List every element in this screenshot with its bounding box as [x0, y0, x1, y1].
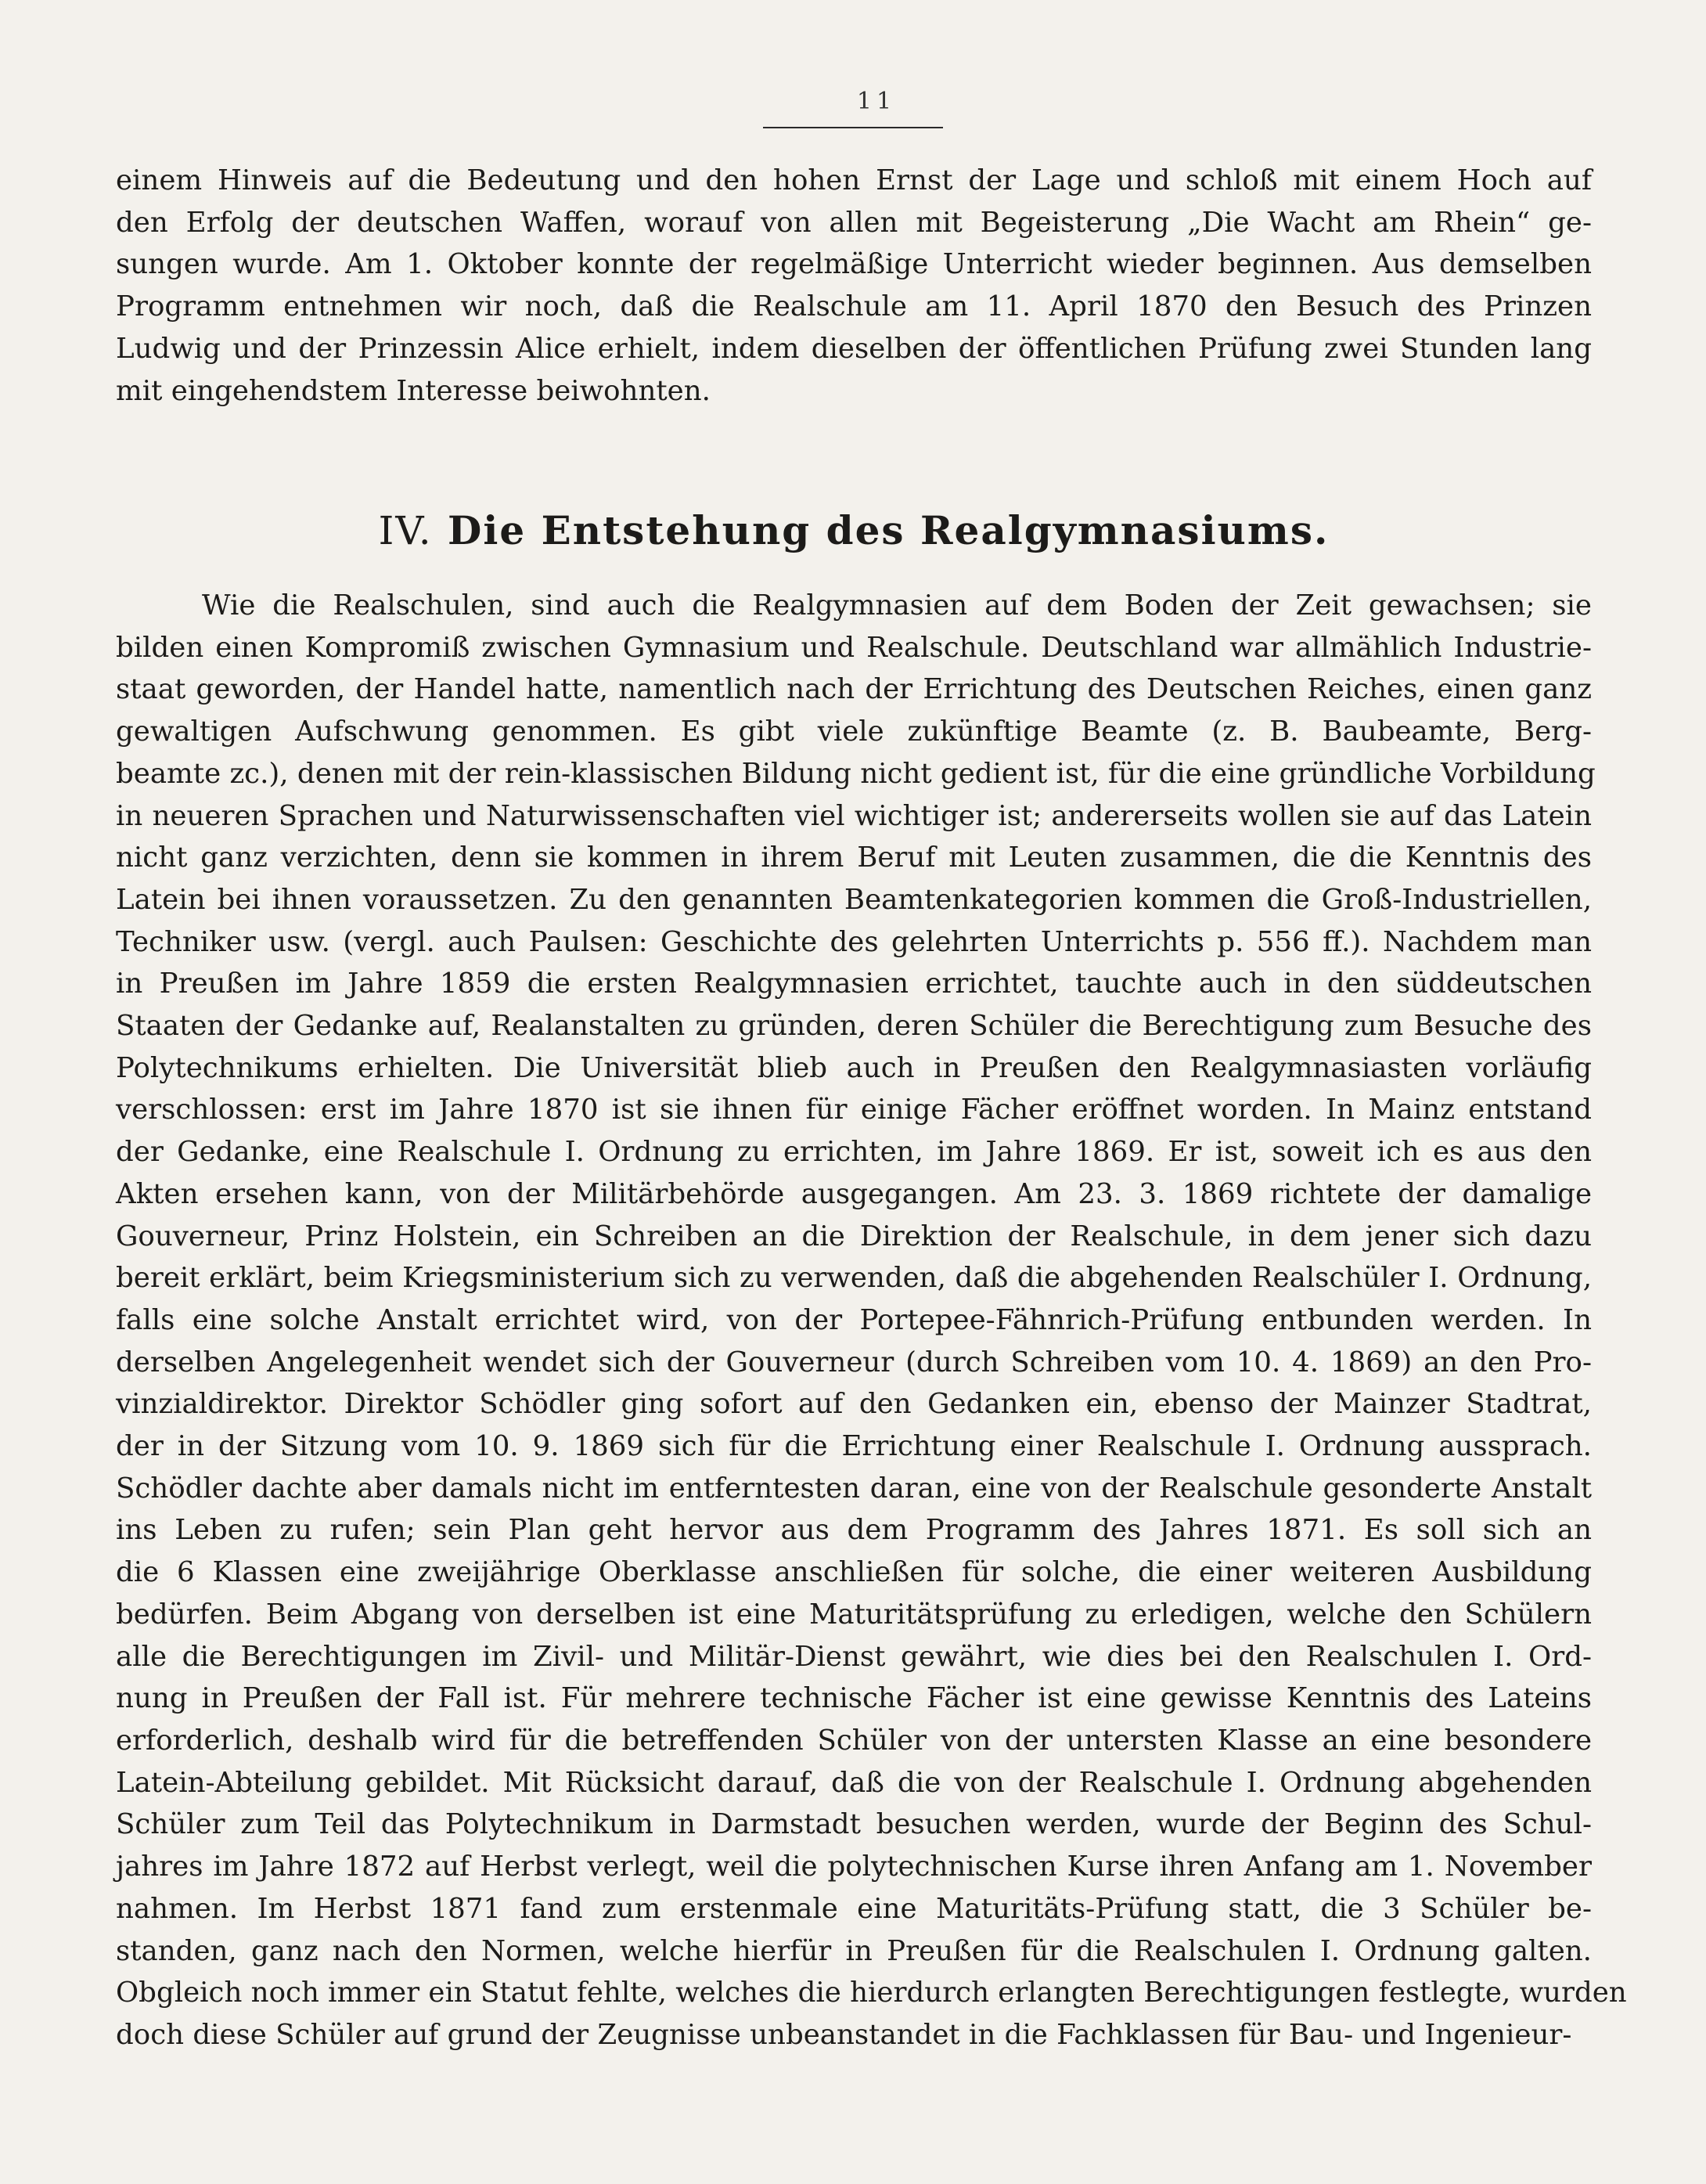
paragraph-1 [116, 160, 1592, 412]
text-line: Polytechnikums erhielten. Die Universität blieb auch in Preußen den Realgymnasiasten vorläufig [116, 1051, 1592, 1084]
text-line: Akten ersehen kann, von der Militärbehörde ausgegangen. Am 23. 3. 1869 richtete der damalige [116, 1177, 1592, 1210]
text-line: beamte zc.), denen mit der rein-klassischen Bildung nicht gedient ist, für die eine gründliche Vorbildung [116, 757, 1596, 790]
paragraph-2 [116, 585, 1627, 2056]
text-line: Programm entnehmen wir noch, daß die Realschule am 11. April 1870 den Besuch des Prinzen [116, 290, 1592, 323]
section-numeral: IV. [378, 508, 433, 553]
text-line: bereit erklärt, beim Kriegsministerium sich zu verwenden, daß die abgehenden Realschüler I. Ordnung, [116, 1262, 1592, 1295]
text-line: bedürfen. Beim Abgang von derselben ist eine Maturitätsprüfung zu erledigen, welche den Schülern [116, 1598, 1592, 1631]
text-line: die 6 Klassen eine zweijährige Oberklasse anschließen für solche, die einer weiteren Ausbildung [116, 1556, 1592, 1589]
text-line: Obgleich noch immer ein Statut fehlte, welches die hierdurch erlangten Berechtigungen festlegte, wurden [116, 1977, 1627, 2009]
text-line: staat geworden, der Handel hatte, namentlich nach der Errichtung des Deutschen Reiches, einen ganz [116, 673, 1592, 706]
text-line: Gouverneur, Prinz Holstein, ein Schreiben an die Direktion der Realschule, in dem jener sich dazu [116, 1220, 1592, 1252]
page-number: 11 [856, 88, 897, 115]
text-line: Wie die Realschulen, sind auch die Realgymnasien auf dem Boden der Zeit gewachsen; sie [202, 589, 1592, 622]
text-line: gewaltigen Aufschwung genommen. Es gibt viele zukünftige Beamte (z. B. Baubeamte, Berg- [116, 715, 1592, 748]
text-line: ins Leben zu rufen; sein Plan geht hervor aus dem Programm des Jahres 1871. Es soll sich an [116, 1514, 1592, 1547]
text-line: Latein-Abteilung gebildet. Mit Rücksicht darauf, daß die von der Realschule I. Ordnung abgehenden [116, 1766, 1592, 1799]
text-line: in Preußen im Jahre 1859 die ersten Realgymnasien errichtet, tauchte auch in den süddeutschen [116, 968, 1592, 1000]
text-line: nung in Preußen der Fall ist. Für mehrere technische Fächer ist eine gewisse Kenntnis des Lateins [116, 1682, 1592, 1715]
section-heading [116, 506, 1592, 556]
text-line: derselben Angelegenheit wendet sich der Gouverneur (durch Schreiben vom 10. 4. 1869) an den Pro- [116, 1346, 1592, 1379]
text-line: nicht ganz verzichten, denn sie kommen in ihrem Beruf mit Leuten zusammen, die die Kenntnis des [116, 842, 1592, 874]
text-line: Techniker usw. (vergl. auch Paulsen: Geschichte des gelehrten Unterrichts p. 556 ff.). Nachdem man [116, 925, 1592, 958]
text-line: falls eine solche Anstalt errichtet wird, von der Portepee-Fähnrich-Prüfung entbunden werden. In [116, 1303, 1592, 1336]
text-line: verschlossen: erst im Jahre 1870 ist sie ihnen für einige Fächer eröffnet worden. In Mainz entstand [116, 1094, 1592, 1126]
text-line: sungen wurde. Am 1. Oktober konnte der regelmäßige Unterricht wieder beginnen. Aus demselben [116, 248, 1592, 281]
text-line: mit eingehendstem Interesse beiwohnten. [116, 374, 711, 407]
text-line: einem Hinweis auf die Bedeutung und den hohen Ernst der Lage und schloß mit einem Hoch auf [116, 164, 1592, 196]
text-line: Ludwig und der Prinzessin Alice erhielt, indem dieselben der öffentlichen Prüfung zwei Stunden lang [116, 332, 1592, 365]
text-line: alle die Berechtigungen im Zivil- und Militär-Dienst gewährt, wie dies bei den Realschulen I. Ord- [116, 1640, 1592, 1673]
text-line: nahmen. Im Herbst 1871 fand zum erstenmale eine Maturitäts-Prüfung statt, die 3 Schüler be- [116, 1892, 1592, 1925]
text-line: der in der Sitzung vom 10. 9. 1869 sich für die Errichtung einer Realschule I. Ordnung aussprach. [116, 1430, 1592, 1463]
text-line: der Gedanke, eine Realschule I. Ordnung zu errichten, im Jahre 1869. Er ist, soweit ich es aus den [116, 1136, 1592, 1169]
text-line: Schüler zum Teil das Polytechnikum in Darmstadt besuchen werden, wurde der Beginn des Schul- [116, 1808, 1592, 1841]
section-title: Die Entstehung des Realgymnasiums. [448, 507, 1330, 553]
text-line: Schödler dachte aber damals nicht im entferntesten daran, eine von der Realschule gesonderte Anstalt [116, 1472, 1592, 1505]
text-line: erforderlich, deshalb wird für die betreffenden Schüler von der untersten Klasse an eine besondere [116, 1724, 1592, 1757]
header-rule [763, 127, 943, 128]
text-line: doch diese Schüler auf grund der Zeugnisse unbeanstandet in die Fachklassen für Bau- und Ingenieur- [116, 2018, 1572, 2051]
text-line: in neueren Sprachen und Naturwissenschaften viel wichtiger ist; andererseits wollen sie auf das Latein [116, 799, 1592, 832]
text-line: Latein bei ihnen voraussetzen. Zu den genannten Beamtenkategorien kommen die Groß-Industriellen, [116, 883, 1592, 916]
text-line: den Erfolg der deutschen Waffen, worauf von allen mit Begeisterung „Die Wacht am Rhein“ ge- [116, 206, 1592, 239]
text-line: jahres im Jahre 1872 auf Herbst verlegt, weil die polytechnischen Kurse ihren Anfang am 1. November [116, 1851, 1592, 1883]
text-line: Staaten der Gedanke auf, Realanstalten zu gründen, deren Schüler die Berechtigung zum Besuche des [116, 1010, 1592, 1043]
text-line: standen, ganz nach den Normen, welche hierfür in Preußen für die Realschulen I. Ordnung galten. [116, 1934, 1592, 1967]
text-line: vinzialdirektor. Direktor Schödler ging sofort auf den Gedanken ein, ebenso der Mainzer Stadtrat, [116, 1388, 1592, 1421]
text-line: bilden einen Kompromiß zwischen Gymnasium und Realschule. Deutschland war allmählich Industrie- [116, 631, 1592, 664]
